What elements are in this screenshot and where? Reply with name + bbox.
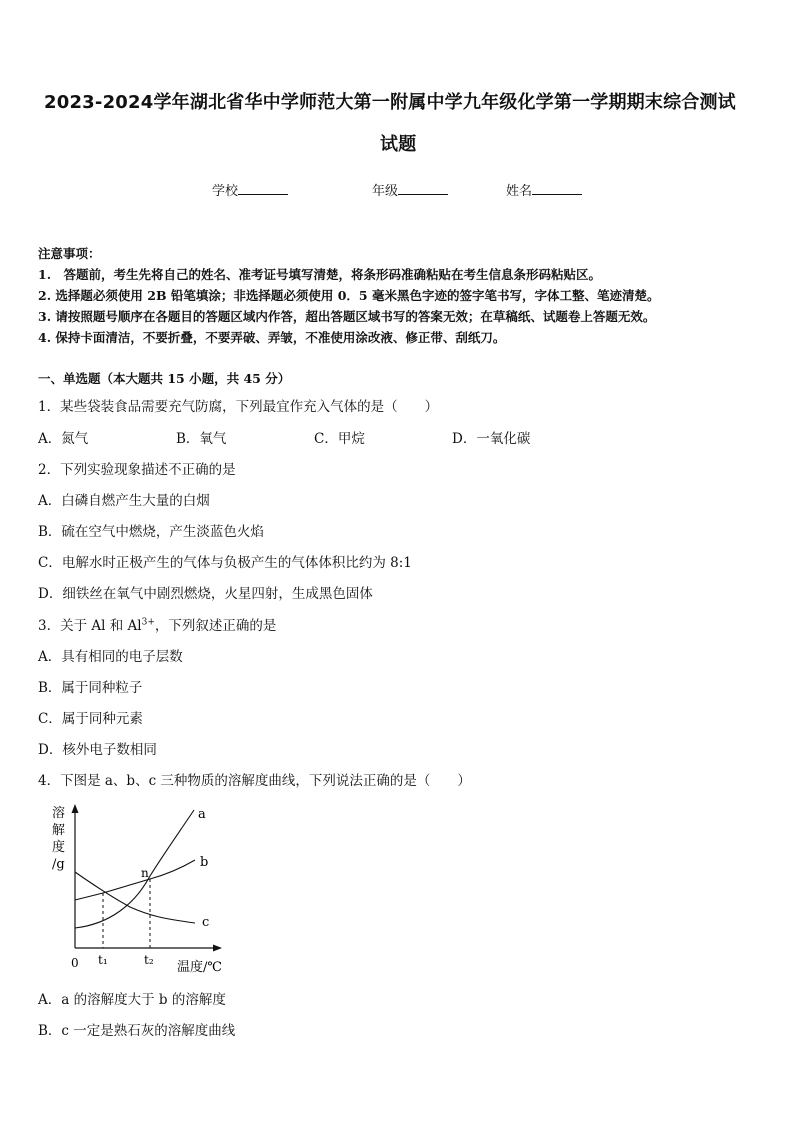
x-axis-label: 温度/℃ [177, 960, 222, 975]
solubility-curve-graph [40, 796, 240, 980]
x-axis-arrow-icon [213, 945, 222, 952]
grade-blank[interactable] [398, 182, 448, 195]
notice-item: 4. 保持卡面清洁，不要折叠，不要弄破、弄皱，不准使用涂改液、修正带、刮纸刀。 [38, 330, 506, 345]
name-label: 姓名 [506, 184, 533, 199]
question-4-stem: 4．下图是 a、b、c 三种物质的溶解度曲线，下列说法正确的是（ ） [38, 773, 471, 789]
question-1-option-b[interactable]: B．氧气 [176, 431, 227, 447]
question-2-option-d[interactable]: D．细铁丝在氧气中剧烈燃烧，火星四射，生成黑色固体 [38, 586, 373, 602]
page-title: 2023-2024学年湖北省华中学师范大第一附属中学九年级化学第一学期期末综合测试 [44, 92, 736, 113]
question-4-option-b[interactable]: B．c 一定是熟石灰的溶解度曲线 [38, 1023, 236, 1039]
name-field[interactable] [506, 180, 582, 199]
t1-label: t₁ [98, 953, 108, 967]
question-1-option-c[interactable]: C．甲烷 [314, 431, 365, 447]
question-3-stem-start: 3．关于 Al 和 Al [38, 618, 142, 634]
curve-a [75, 810, 194, 928]
question-1-option-d[interactable]: D．一氧化碳 [452, 431, 531, 447]
y-label-char: 解 [52, 823, 66, 838]
section-heading: 一、单选题（本大题共 15 小题，共 45 分） [38, 371, 291, 386]
question-3-stem [38, 614, 276, 634]
question-2-stem: 2．下列实验现象描述不正确的是 [38, 462, 236, 478]
curve-b-label: b [200, 855, 209, 870]
y-label-char: 溶 [52, 806, 66, 821]
question-2-option-b[interactable]: B．硫在空气中燃烧，产生淡蓝色火焰 [38, 524, 264, 540]
grade-label: 年级 [372, 184, 399, 199]
curve-b [75, 860, 195, 900]
question-3-option-d[interactable]: D．核外电子数相同 [38, 742, 157, 758]
question-1-stem: 1．某些袋装食品需要充气防腐，下列最宜作充入气体的是（ ） [38, 399, 439, 415]
question-3-option-c[interactable]: C．属于同种元素 [38, 711, 143, 727]
intersection-n-label: n [141, 866, 149, 880]
question-3-stem-end: ，下列叙述正确的是 [154, 618, 277, 634]
notice-item: 2. 选择题必须使用 2B 铅笔填涂；非选择题必须使用 0．5 毫米黑色字迹的签字笔书写，字体工整、笔迹清楚。 [38, 288, 660, 303]
page-title-continued: 试题 [380, 134, 417, 155]
notice-item: 1. 答题前，考生先将自己的姓名、准考证号填写清楚，将条形码准确粘贴在考生信息条形码粘贴区。 [38, 267, 602, 282]
school-blank[interactable] [238, 182, 288, 195]
question-3-option-a[interactable]: A．具有相同的电子层数 [38, 649, 183, 665]
question-2-option-c[interactable]: C．电解水时正极产生的气体与负极产生的气体体积比约为 8:1 [38, 555, 412, 571]
ion-charge: 3+ [141, 617, 155, 628]
school-field[interactable] [212, 180, 288, 199]
name-blank[interactable] [532, 182, 582, 195]
y-label-char: /g [52, 857, 65, 872]
y-axis-arrow-icon [72, 804, 79, 813]
notice-item: 3. 请按照题号顺序在各题目的答题区域内作答，超出答题区域书写的答案无效；在草稿纸、试题卷上答题无效。 [38, 309, 656, 324]
curve-a-label: a [198, 807, 206, 822]
question-2-option-a[interactable]: A．白磷自燃产生大量的白烟 [38, 493, 210, 509]
question-3-option-b[interactable]: B．属于同种粒子 [38, 680, 143, 696]
curve-c-label: c [202, 915, 210, 930]
t2-label: t₂ [144, 953, 154, 967]
question-1-option-a[interactable]: A．氮气 [38, 431, 89, 447]
school-label: 学校 [212, 184, 239, 199]
y-label-char: 度 [52, 840, 66, 855]
grade-field[interactable] [372, 180, 448, 199]
question-4-option-a[interactable]: A．a 的溶解度大于 b 的溶解度 [38, 992, 226, 1008]
origin-label: 0 [71, 956, 79, 970]
notice-heading: 注意事项： [38, 246, 101, 261]
